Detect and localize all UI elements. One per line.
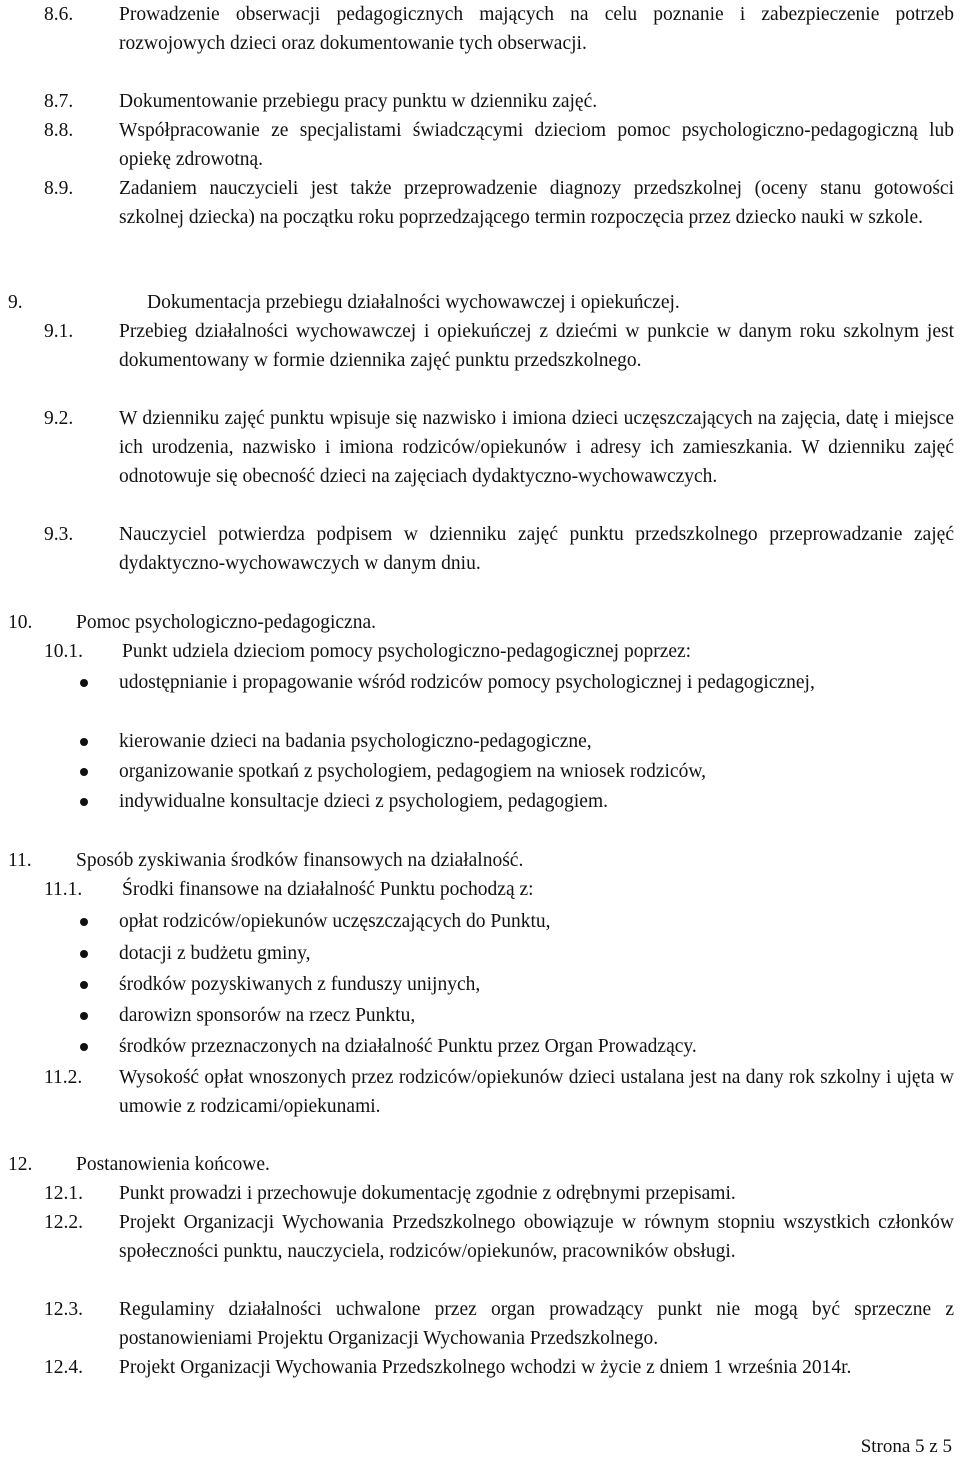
list-item-text: dotacji z budżetu gminy, [119,943,311,964]
section-text: Punkt udziela dzieciom pomocy psychologiczno-pedagogicznej poprzez: [122,641,692,662]
section-number: 11.1. [44,879,83,900]
section-text: Regulaminy działalności uchwalone przez organ prowadzący punkt nie mogą być sprzeczne z postanowieniami Projektu Organizacji Wychowania Przedszkolnego. [119,1299,954,1349]
section-number: 9. [8,292,23,313]
section-text: Dokumentowanie przebiegu pracy punktu w dzienniku zajęć. [119,91,598,112]
section-number: 9.1. [44,321,74,342]
list-item-text: kierowanie dzieci na badania psychologiczno-pedagogiczne, [119,731,592,752]
bullet-icon [80,768,88,776]
section-number: 12.4. [44,1357,83,1378]
section-text: Projekt Organizacji Wychowania Przedszkolnego wchodzi w życie z dniem 1 września 2014r. [119,1357,852,1378]
section-number: 10. [8,612,33,633]
section-number: 8.9. [44,178,74,199]
list-item-text: organizowanie spotkań z psychologiem, pedagogiem na wniosek rodziców, [119,761,707,782]
bullet-icon [80,1043,88,1051]
section-text: Środki finansowe na działalność Punktu pochodzą z: [122,879,534,900]
page-number: Strona 5 z 5 [860,1436,952,1457]
section-number: 12.3. [44,1299,83,1320]
list-item-text: udostępnianie i propagowanie wśród rodziców pomocy psychologicznej i pedagogicznej, [119,672,815,693]
section-number: 10.1. [44,641,83,662]
section-text: Projekt Organizacji Wychowania Przedszkolnego obowiązuje w równym stopniu wszystkich członków społeczności punktu, nauczyciela, rodziców/opiekunów, pracowników obsługi. [119,1212,954,1262]
bullet-icon [80,738,88,746]
list-item-text: opłat rodziców/opiekunów uczęszczających do Punktu, [119,911,551,932]
section-number: 8.7. [44,91,74,112]
list-item-text: indywidualne konsultacje dzieci z psychologiem, pedagogiem. [119,791,608,812]
section-heading: Dokumentacja przebiegu działalności wychowawczej i opiekuńczej. [147,292,680,313]
list-item-text: środków pozyskiwanych z funduszy unijnych, [119,974,481,995]
section-number: 12. [8,1154,33,1175]
section-text: Wysokość opłat wnoszonych przez rodziców/opiekunów dzieci ustalana jest na dany rok szkolny i ujęta w umowie z rodzicami/opiekunami. [119,1067,954,1117]
section-text: Przebieg działalności wychowawczej i opiekuńczej z dziećmi w punkcie w danym roku szkolnym jest dokumentowany w formie dziennika zajęć punktu przedszkolnego. [119,321,954,371]
section-text: Nauczyciel potwierdza podpisem w dzienniku zajęć punktu przedszkolnego przeprowadzanie zajęć dydaktyczno-wychowawczych w danym dniu. [119,524,954,574]
section-heading: Pomoc psychologiczno-pedagogiczna. [76,612,376,633]
bullet-icon [80,679,88,687]
bullet-icon [80,918,88,926]
section-heading: Sposób zyskiwania środków finansowych na działalność. [76,850,524,871]
section-number: 11.2. [44,1067,83,1088]
section-number: 11. [8,850,32,871]
section-number: 12.1. [44,1183,83,1204]
section-text: W dzienniku zajęć punktu wpisuje się nazwisko i imiona dzieci uczęszczających na zajęcia, datę i miejsce ich urodzenia, nazwisko i imiona rodziców/opiekunów i adresy ich zamieszkania. W dzienniku zajęć odnotowuje się obecność dzieci na zajęciach dydaktyczno-wychowawczych. [119,408,954,487]
section-number: 9.3. [44,524,74,545]
section-text: Zadaniem nauczycieli jest także przeprowadzenie diagnozy przedszkolnej (oceny stanu gotowości szkolnej dziecka) na początku roku poprzedzającego termin rozpoczęcia przez dziecko nauki w szkole. [119,178,954,228]
section-text: Prowadzenie obserwacji pedagogicznych mających na celu poznanie i zabezpieczenie potrzeb rozwojowych dzieci oraz dokumentowanie tych obserwacji. [119,4,954,54]
bullet-icon [80,950,88,958]
section-number: 8.8. [44,120,74,141]
section-text: Punkt prowadzi i przechowuje dokumentację zgodnie z odrębnymi przepisami. [119,1183,736,1204]
list-item-text: darowizn sponsorów na rzecz Punktu, [119,1005,416,1026]
section-number: 9.2. [44,408,74,429]
bullet-icon [80,798,88,806]
list-item-text: środków przeznaczonych na działalność Punktu przez Organ Prowadzący. [119,1036,697,1057]
section-text: Współpracowanie ze specjalistami świadczącymi dzieciom pomoc psychologiczno-pedagogiczną lub opiekę zdrowotną. [119,120,954,170]
bullet-icon [80,981,88,989]
section-heading: Postanowienia końcowe. [76,1154,270,1175]
section-number: 8.6. [44,4,74,25]
section-number: 12.2. [44,1212,83,1233]
bullet-icon [80,1012,88,1020]
